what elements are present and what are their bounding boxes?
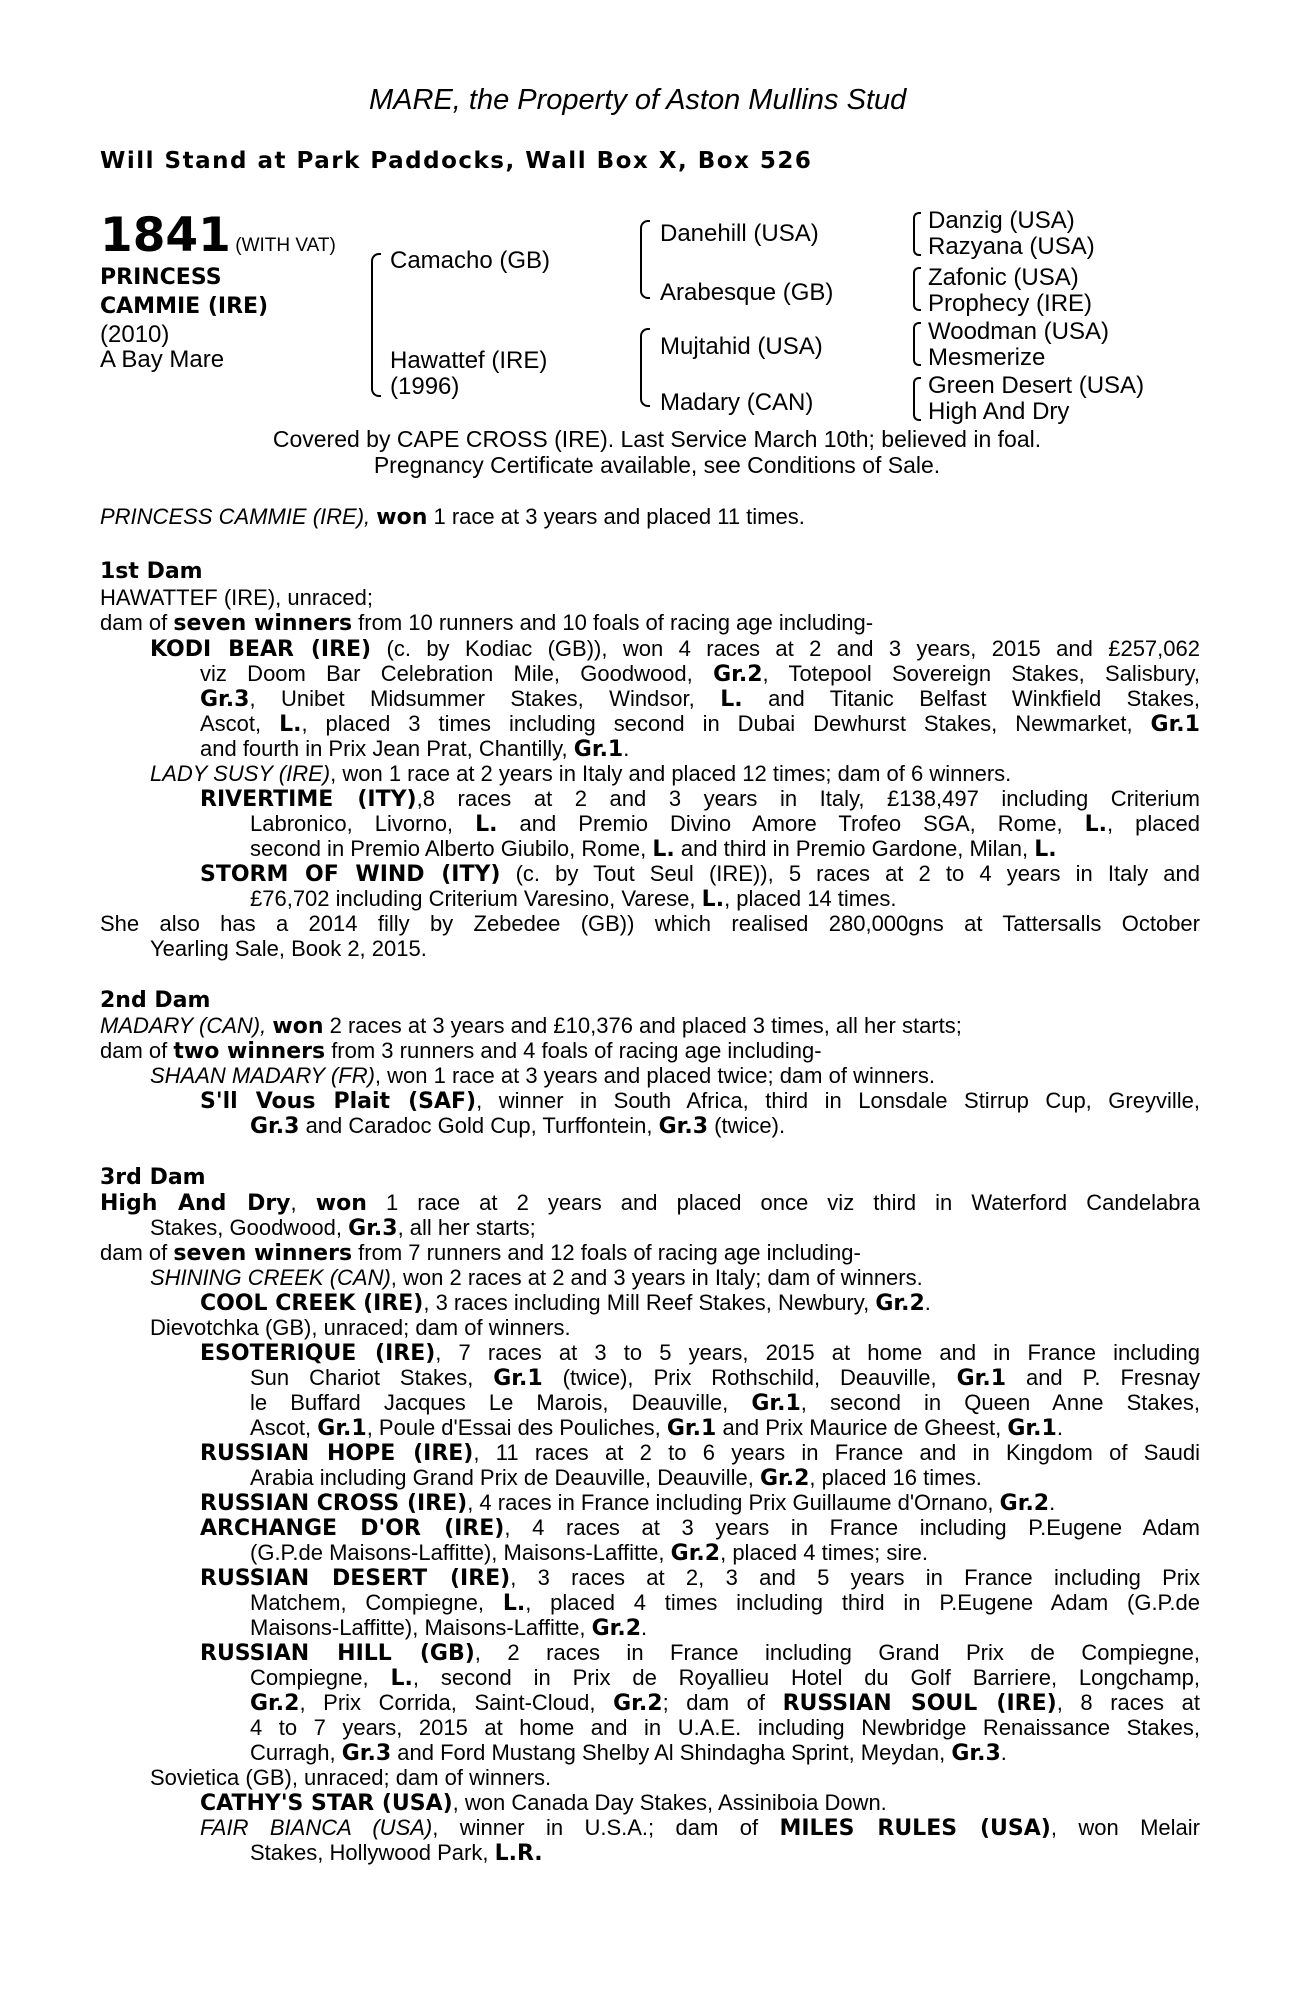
horse-name-line2: CAMMIE (IRE) xyxy=(100,294,269,319)
grade: Gr.2 xyxy=(250,1691,300,1716)
text: Ascot, xyxy=(250,1415,312,1440)
rivertime-line2 xyxy=(250,811,1200,838)
dievotchka-line: Dievotchka (GB), unraced; dam of winners. xyxy=(150,1315,571,1340)
grade: L. xyxy=(475,812,498,837)
intro-rest: 1 race at 3 years and placed 11 times. xyxy=(433,504,805,529)
text: le Buffard Jacques Le Marois, Deauville, xyxy=(250,1390,729,1415)
text: Stakes, Hollywood Park, xyxy=(250,1840,489,1865)
horse-name: RUSSIAN CROSS (IRE) xyxy=(200,1491,468,1516)
third-dam-line2 xyxy=(150,1215,536,1242)
horse-name: SHAAN MADARY (FR) xyxy=(150,1063,375,1088)
text: 1 race at 2 years and placed once viz third in Waterford Candelabra xyxy=(385,1190,1200,1215)
text: , second in Prix de Royallieu Hotel du Golf Barriere, Longchamp, xyxy=(412,1665,1200,1690)
text: , second in Queen Anne Stakes, xyxy=(800,1390,1200,1415)
intro-name: PRINCESS CAMMIE (IRE), xyxy=(100,504,371,529)
grade: L. xyxy=(502,1591,526,1616)
text: , won 1 race at 3 years and placed twice; dam of winners. xyxy=(374,1063,935,1088)
horse-name: ESOTERIQUE (IRE) xyxy=(200,1341,436,1366)
horse-name: RUSSIAN DESERT (IRE) xyxy=(200,1566,511,1591)
rivertime-line1 xyxy=(200,786,1200,813)
text: . xyxy=(623,736,630,761)
covered-line1: Covered by CAPE CROSS (IRE). Last Service March 10th; believed in foal. xyxy=(272,426,1042,452)
horse-name: FAIR BIANCA (USA) xyxy=(200,1815,433,1840)
text: Ascot, xyxy=(200,711,262,736)
horse-name: RUSSIAN HILL (GB) xyxy=(200,1641,475,1666)
grade: L. xyxy=(279,712,302,737)
page-title: MARE, the Property of Aston Mullins Stud xyxy=(369,84,907,116)
svp-line1 xyxy=(200,1088,1200,1115)
svp-line2 xyxy=(250,1113,785,1140)
sire-dam: Arabesque (GB) xyxy=(660,279,834,306)
kodi-line1 xyxy=(150,636,1200,663)
grade: Gr.1 xyxy=(1150,712,1200,737)
text: , xyxy=(290,1190,297,1215)
text: , placed 4 times including third in P.Eugene Adam (G.P.de xyxy=(525,1590,1200,1615)
text: , won 2 races at 2 and 3 years in Italy; dam of winners. xyxy=(390,1265,923,1290)
stand-location: Will Stand at Park Paddocks, Wall Box X, Box 526 xyxy=(100,148,813,174)
second-dam-line2 xyxy=(100,1038,822,1065)
esoterique-line4 xyxy=(250,1415,1063,1442)
grade: Gr.3 xyxy=(658,1114,709,1139)
horse-name: RUSSIAN HOPE (IRE) xyxy=(200,1441,474,1466)
horse-name: CATHY'S STAR (USA) xyxy=(200,1791,453,1816)
gp4-brace xyxy=(913,377,921,421)
text: viz Doom Bar Celebration Mile, Goodwood, xyxy=(200,661,693,686)
archange-line2 xyxy=(250,1540,928,1567)
rivertime-line3 xyxy=(250,836,1057,863)
grade: Gr.3 xyxy=(250,1114,300,1139)
russian-desert-line1 xyxy=(200,1565,1200,1592)
text: Arabia including Grand Prix de Deauville, Deauville, xyxy=(250,1465,754,1490)
grade: Gr.2 xyxy=(713,662,763,687)
shining-creek-line xyxy=(150,1265,923,1291)
text: , 2 races in France including Grand Prix de Compiegne, xyxy=(474,1640,1200,1665)
dam-dam-dam: High And Dry xyxy=(928,398,1070,425)
dam-sire-dam: Mesmerize xyxy=(928,344,1046,371)
text: (twice), Prix Rothschild, Deauville, xyxy=(562,1365,937,1390)
horse-name: S'll Vous Plait (SAF) xyxy=(200,1089,477,1114)
intro-won: won xyxy=(376,505,428,530)
horse-name: KODI BEAR (IRE) xyxy=(150,637,372,662)
text: (c. by Kodiac (GB)), won 4 races at 2 and 3 years, 2015 and £257,062 xyxy=(386,636,1200,661)
text: Compiegne, xyxy=(250,1665,369,1690)
esoterique-line3 xyxy=(250,1390,1200,1417)
horse-name: MADARY (CAN), xyxy=(100,1013,267,1038)
text: Maisons-Laffitte), Maisons-Laffitte, xyxy=(250,1615,586,1640)
russian-cross-line xyxy=(200,1490,1055,1517)
text: and Premio Divino Amore Trofeo SGA, Rome, xyxy=(519,811,1063,836)
storm-line1 xyxy=(200,861,1200,888)
text: and third in Premio Gardone, Milan, xyxy=(680,836,1029,861)
grade: L. xyxy=(1034,837,1057,862)
dam-sire-sire: Woodman (USA) xyxy=(928,318,1109,345)
grade: L. xyxy=(390,1666,413,1691)
text: . xyxy=(1056,1415,1063,1440)
grade: Gr.1 xyxy=(493,1366,543,1391)
text: . xyxy=(1000,1740,1007,1765)
text: and Caradoc Gold Cup, Turffontein, xyxy=(305,1113,653,1138)
russian-hope-line1 xyxy=(200,1440,1200,1467)
grade: L. xyxy=(1084,812,1108,837)
text: , Totepool Sovereign Stakes, Salisbury, xyxy=(762,661,1200,686)
text: and Prix Maurice de Gheest, xyxy=(722,1415,1002,1440)
sire-parents-brace xyxy=(640,220,650,299)
grade: Gr.2 xyxy=(591,1616,642,1641)
dam-dam: Madary (CAN) xyxy=(660,389,814,416)
grade: Gr.1 xyxy=(317,1416,367,1441)
text: £76,702 including Criterium Varesino, Varese, xyxy=(250,886,696,911)
grade: L. xyxy=(720,687,743,712)
text: and Ford Mustang Shelby Al Shindagha Sprint, Meydan, xyxy=(397,1740,946,1765)
grade: Gr.1 xyxy=(666,1416,717,1441)
kodi-line3 xyxy=(200,686,1200,713)
text: , placed 16 times. xyxy=(809,1465,982,1490)
grade: Gr.1 xyxy=(956,1366,1007,1391)
second-dam-line1 xyxy=(100,1013,962,1040)
horse-name: RIVERTIME (ITY) xyxy=(200,787,417,812)
text: , winner in South Africa, third in Lonsdale Stirrup Cup, Greyville, xyxy=(476,1088,1200,1113)
cathys-star-line xyxy=(200,1790,887,1817)
russian-hill-line5 xyxy=(250,1740,1007,1767)
first-dam-line2 xyxy=(100,610,873,637)
grade: Gr.2 xyxy=(613,1691,663,1716)
grade: Gr.1 xyxy=(751,1391,801,1416)
text: (twice). xyxy=(714,1113,786,1138)
esoterique-line2 xyxy=(250,1365,1200,1392)
grade: L. xyxy=(652,837,675,862)
race-record-summary xyxy=(100,504,805,531)
horse-name: ARCHANGE D'OR (IRE) xyxy=(200,1516,505,1541)
sire-sire-dam: Razyana (USA) xyxy=(928,233,1095,260)
text: Labronico, Livorno, xyxy=(250,811,454,836)
text: . xyxy=(924,1290,931,1315)
horse-description: A Bay Mare xyxy=(100,346,225,373)
text: , placed xyxy=(1107,811,1200,836)
text: , 7 races at 3 to 5 years, 2015 at home and in France including xyxy=(435,1340,1200,1365)
russian-hill-line1 xyxy=(200,1640,1200,1667)
text: Sun Chariot Stakes, xyxy=(250,1365,474,1390)
third-dam-line3 xyxy=(100,1240,861,1267)
text: , 3 races including Mill Reef Stakes, Newbury, xyxy=(423,1290,870,1315)
grade: Gr.3 xyxy=(200,687,250,712)
sire: Camacho (GB) xyxy=(390,247,551,274)
won: won xyxy=(315,1191,367,1216)
kodi-line2 xyxy=(200,661,1200,688)
horse-name: STORM OF WIND (ITY) xyxy=(200,862,501,887)
first-dam-line1: HAWATTEF (IRE), unraced; xyxy=(100,585,374,610)
grade: Gr.3 xyxy=(341,1741,392,1766)
horse-name: RUSSIAN SOUL (IRE) xyxy=(782,1691,1057,1716)
sire-dam-sire: Zafonic (USA) xyxy=(928,264,1079,291)
lady-susy-line xyxy=(150,761,1011,787)
gp1-brace xyxy=(913,212,921,256)
grade: L.R. xyxy=(494,1841,543,1866)
grade: Gr.3 xyxy=(951,1741,1001,1766)
russian-hill-line2 xyxy=(250,1665,1200,1692)
text: . xyxy=(1049,1490,1056,1515)
third-dam-line1 xyxy=(100,1190,1200,1217)
grade: L. xyxy=(701,887,725,912)
foaling-year: (2010) xyxy=(100,321,170,348)
text: from 3 runners and 4 foals of racing age including- xyxy=(331,1038,822,1063)
first-dam-heading: 1st Dam xyxy=(100,559,203,584)
also-line1: She also has a 2014 filly by Zebedee (GB)) which realised 280,000gns at Tattersalls October xyxy=(100,911,1200,936)
text: dam of xyxy=(100,1240,168,1265)
russian-hope-line2 xyxy=(250,1465,982,1492)
lot-block xyxy=(100,208,336,263)
text: , Prix Corrida, Saint-Cloud, xyxy=(299,1690,596,1715)
text: , 3 races at 2, 3 and 5 years in France including Prix xyxy=(510,1565,1200,1590)
text: (c. by Tout Seul (IRE)), 5 races at 2 to 4 years in Italy and xyxy=(515,861,1201,886)
text: and Titanic Belfast Winkfield Stakes, xyxy=(768,686,1200,711)
text: ; dam of xyxy=(662,1690,765,1715)
grade: Gr.2 xyxy=(759,1466,810,1491)
lot-number: 1841 xyxy=(100,208,231,263)
vat-note: (WITH VAT) xyxy=(235,235,336,256)
text: and fourth in Prix Jean Prat, Chantilly, xyxy=(200,736,568,761)
text: , won Canada Day Stakes, Assiniboia Down. xyxy=(452,1790,887,1815)
gp3-brace xyxy=(913,322,921,366)
grade: Gr.2 xyxy=(999,1491,1050,1516)
sire-sire-sire: Danzig (USA) xyxy=(928,207,1075,234)
text: from 7 runners and 12 foals of racing age including- xyxy=(358,1240,861,1265)
text: , 4 races at 3 years in France including P.Eugene Adam xyxy=(504,1515,1200,1540)
horse-name: LADY SUSY (IRE) xyxy=(150,761,331,786)
also-line2: Yearling Sale, Book 2, 2015. xyxy=(150,936,427,961)
grade: Gr.3 xyxy=(348,1216,398,1241)
kodi-line4 xyxy=(200,711,1200,738)
horse-name: COOL CREEK (IRE) xyxy=(200,1291,424,1316)
fair-bianca-line1 xyxy=(200,1815,1200,1842)
text: dam of xyxy=(100,1038,168,1063)
text: , 11 races at 2 to 6 years in France and in Kingdom of Saudi xyxy=(473,1440,1200,1465)
sire-dam-brace xyxy=(371,253,381,397)
text: , placed 3 times including second in Dubai Dewhurst Stakes, Newmarket, xyxy=(301,711,1133,736)
gp2-brace xyxy=(913,267,921,311)
dam-parents-brace xyxy=(640,328,650,407)
grade: Gr.2 xyxy=(875,1291,925,1316)
text: . xyxy=(641,1615,648,1640)
dam-sire: Mujtahid (USA) xyxy=(660,333,823,360)
grade: Gr.2 xyxy=(670,1541,721,1566)
text: , Unibet Midsummer Stakes, Windsor, xyxy=(249,686,695,711)
kodi-line5 xyxy=(200,736,629,763)
text: Matchem, Compiegne, xyxy=(250,1590,485,1615)
text: , all her starts; xyxy=(397,1215,536,1240)
fair-bianca-line2 xyxy=(250,1840,543,1867)
sire-sire: Danehill (USA) xyxy=(660,220,819,247)
text: , won Melair xyxy=(1050,1815,1201,1840)
sovietica-line: Sovietica (GB), unraced; dam of winners. xyxy=(150,1765,552,1790)
sire-dam-dam: Prophecy (IRE) xyxy=(928,290,1093,317)
text: , won 1 race at 2 years in Italy and placed 12 times; dam of 6 winners. xyxy=(330,761,1012,786)
shaan-madary-line xyxy=(150,1063,935,1089)
winners-count: seven winners xyxy=(173,611,353,636)
text: 2 races at 3 years and £10,376 and placed 3 times, all her starts; xyxy=(329,1013,962,1038)
winners-count: seven winners xyxy=(173,1241,353,1266)
second-dam-heading: 2nd Dam xyxy=(100,988,211,1013)
winners-count: two winners xyxy=(173,1039,326,1064)
russian-hill-line4: 4 to 7 years, 2015 at home and in U.A.E. including Newbridge Renaissance Stakes, xyxy=(250,1715,1200,1740)
text: , winner in U.S.A.; dam of xyxy=(432,1815,759,1840)
dam-year: (1996) xyxy=(390,373,460,400)
text: and P. Fresnay xyxy=(1025,1365,1200,1390)
grade: Gr.1 xyxy=(573,737,624,762)
archange-line1 xyxy=(200,1515,1200,1542)
storm-line2 xyxy=(250,886,897,913)
horse-name: MILES RULES (USA) xyxy=(779,1816,1051,1841)
text: , placed 14 times. xyxy=(724,886,897,911)
text: , 4 races in France including Prix Guillaume d'Ornano, xyxy=(467,1490,994,1515)
won: won xyxy=(272,1014,324,1039)
horse-name: SHINING CREEK (CAN) xyxy=(150,1265,391,1290)
horse-name: High And Dry xyxy=(100,1191,291,1216)
dam-dam-sire: Green Desert (USA) xyxy=(928,372,1145,399)
cool-creek-line xyxy=(200,1290,931,1317)
text: from 10 runners and 10 foals of racing age including- xyxy=(358,610,874,635)
text: , placed 4 times; sire. xyxy=(720,1540,928,1565)
text: Stakes, Goodwood, xyxy=(150,1215,343,1240)
text: ,8 races at 2 and 3 years in Italy, £138,497 including Criterium xyxy=(416,786,1200,811)
russian-desert-line2 xyxy=(250,1590,1200,1617)
russian-desert-line3 xyxy=(250,1615,647,1642)
text: Curragh, xyxy=(250,1740,336,1765)
horse-name-line1: PRINCESS xyxy=(100,265,222,290)
esoterique-line1 xyxy=(200,1340,1200,1367)
third-dam-heading: 3rd Dam xyxy=(100,1165,206,1190)
text: second in Premio Alberto Giubilo, Rome, xyxy=(250,836,647,861)
text: , 8 races at xyxy=(1056,1690,1200,1715)
russian-hill-line3 xyxy=(250,1690,1200,1717)
text: , Poule d'Essai des Pouliches, xyxy=(366,1415,661,1440)
covered-line2: Pregnancy Certificate available, see Conditions of Sale. xyxy=(373,452,941,478)
dam: Hawattef (IRE) xyxy=(390,347,548,374)
text: (G.P.de Maisons-Laffitte), Maisons-Laffitte, xyxy=(250,1540,665,1565)
text: dam of xyxy=(100,610,168,635)
grade: Gr.1 xyxy=(1007,1416,1057,1441)
